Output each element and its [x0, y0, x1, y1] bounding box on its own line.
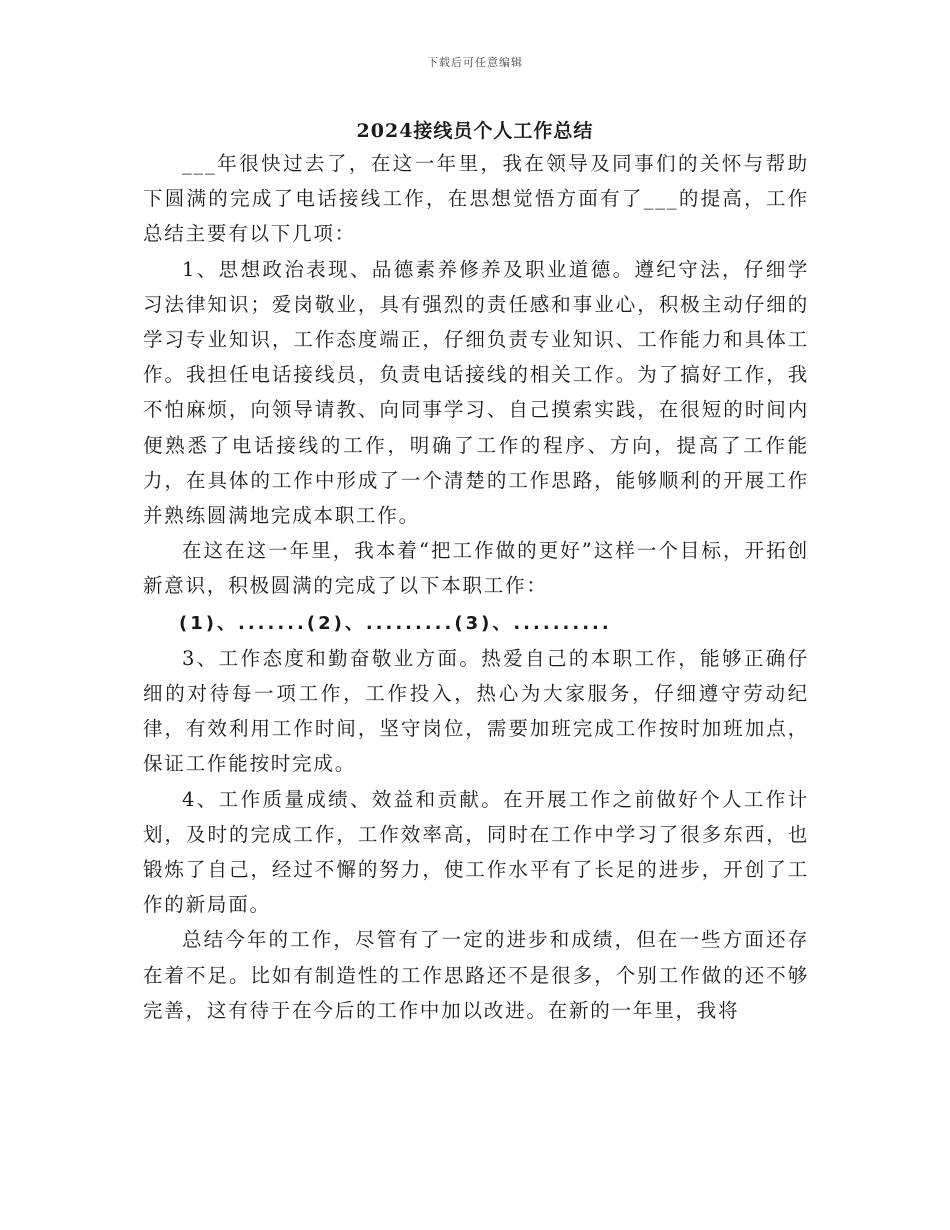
- paragraph-section-4: 4、工作质量成绩、效益和贡献。在开展工作之前做好个人工作计划，及时的完成工作，工作效率高，同时在工作中学习了很多东西，也锻炼了自己，经过不懈的努力，使工作水平有了长足的进步，开创了工作的新局面。: [143, 787, 809, 917]
- paragraph-section-2: 在这在这一年里，我本着“把工作做的更好”这样一个目标，开拓创新意识，积极圆满的完成了以下本职工作：: [143, 539, 809, 598]
- paragraph-section-1: 1、思想政治表现、品德素养修养及职业道德。遵纪守法，仔细学习法律知识；爱岗敬业，具有强烈的责任感和事业心，积极主动仔细的学习专业知识，工作态度端正，仔细负责专业知识、工作能力和具体工作。我担任电话接线员，负责电话接线的相关工作。为了搞好工作，我不怕麻烦，向领导请教、向同事学习、自己摸索实践，在很短的时间内便熟悉了电话接线的工作，明确了工作的程序、方向，提高了工作能力，在具体的工作中形成了一个清楚的工作思路，能够顺利的开展工作并熟练圆满地完成本职工作。: [143, 257, 809, 528]
- paragraph-intro: ___年很快过去了，在这一年里，我在领导及同事们的关怀与帮助下圆满的完成了电话接线工作，在思想觉悟方面有了___的提高，工作总结主要有以下几项：: [143, 152, 809, 246]
- header-note: 下载后可任意编辑: [427, 56, 523, 69]
- document-body: [143, 146, 809, 1028]
- paragraph-section-3: 3、工作态度和勤奋敬业方面。热爱自己的本职工作，能够正确仔细的对待每一项工作，工作投入，热心为大家服务，仔细遵守劳动纪律，有效利用工作时间，坚守岗位，需要加班完成工作按时加班加点，保证工作能按时完成。: [143, 646, 809, 776]
- document-title: 2024接线员个人工作总结: [356, 120, 594, 142]
- paragraph-item-list: (1)、.......(2)、.........(3)、..........: [179, 612, 612, 634]
- paragraph-summary: 总结今年的工作，尽管有了一定的进步和成绩，但在一些方面还存在着不足。比如有制造性的工作思路还不是很多，个别工作做的还不够完善，这有待于在今后的工作中加以改进。在新的一年里，我将: [143, 928, 809, 1022]
